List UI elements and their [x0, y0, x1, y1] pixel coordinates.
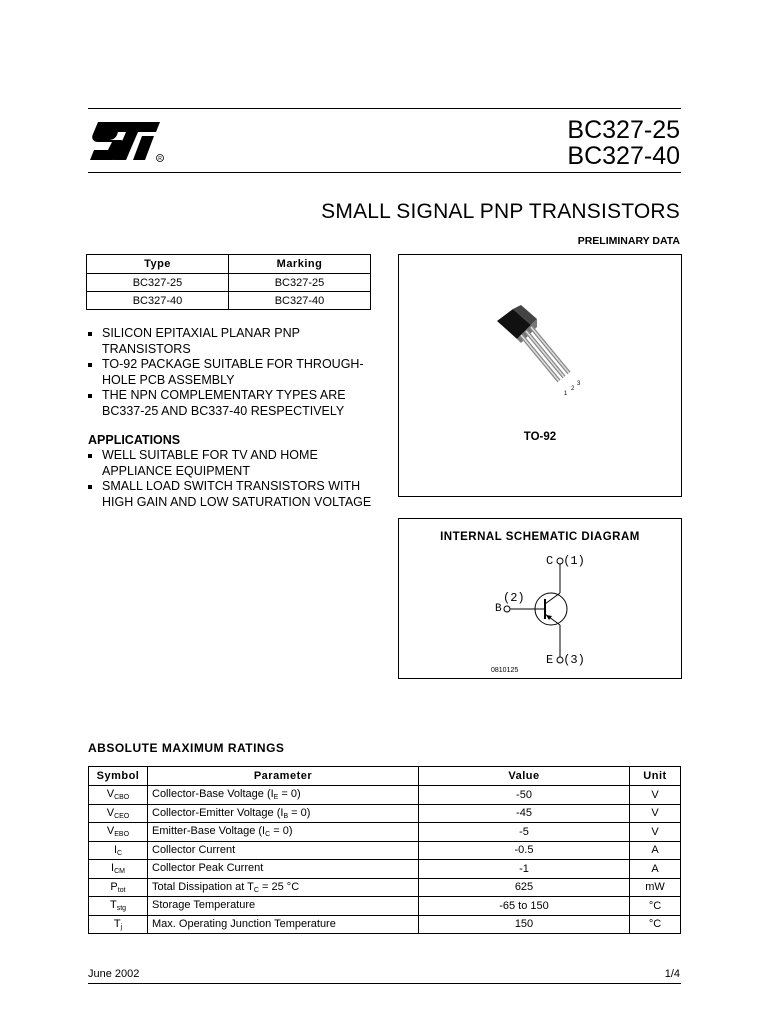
schematic-box	[398, 518, 682, 679]
param-tail: = 0)	[270, 825, 293, 838]
table-row	[89, 804, 681, 823]
param-text: Emitter-Base Voltage (I	[152, 825, 266, 838]
symbol-sub: EBO	[114, 831, 130, 839]
unit-text: mW	[645, 881, 665, 894]
col-symbol: Symbol	[89, 767, 148, 786]
unit-text: A	[651, 862, 659, 875]
symbol-sub: j	[120, 923, 123, 931]
value-cell	[419, 897, 630, 916]
param-text: Total Dissipation at T	[152, 880, 254, 893]
col-marking: Marking	[229, 255, 371, 274]
table-header-row	[89, 767, 681, 786]
svg-text:R: R	[158, 156, 162, 163]
parameter-cell	[148, 841, 419, 860]
unit-cell	[630, 841, 681, 860]
symbol-main: V	[106, 806, 115, 819]
parameter-cell	[148, 786, 419, 805]
value-cell	[419, 804, 630, 823]
param-sub: E	[273, 794, 279, 802]
table-row	[87, 274, 371, 292]
unit-cell	[630, 915, 681, 934]
unit-cell	[630, 823, 681, 842]
table-row	[89, 786, 681, 805]
collector-letter: C	[546, 554, 554, 568]
base-pin-label: (2)	[503, 591, 525, 605]
marking-cell: BC327-25	[229, 274, 371, 292]
preliminary-label: PRELIMINARY DATA	[577, 235, 680, 247]
value-text: -50	[516, 788, 532, 801]
symbol-main: I	[113, 843, 117, 856]
symbol-sub: tot	[117, 886, 126, 894]
list-item: TO-92 PACKAGE SUITABLE FOR THROUGH-HOLE PCB ASSEMBLY	[88, 357, 378, 388]
part-number-2: BC327-40	[567, 142, 680, 170]
collector-label	[546, 554, 585, 568]
symbol-cell	[89, 915, 148, 934]
table-row	[87, 292, 371, 310]
pin-label-2: 2	[571, 386, 575, 392]
unit-text: A	[651, 844, 659, 857]
symbol-sub: stg	[116, 905, 127, 913]
param-sub: B	[283, 812, 289, 820]
unit-cell	[630, 897, 681, 916]
param-tail: = 0)	[288, 806, 311, 819]
param-text: Collector Current	[152, 843, 236, 856]
symbol-sub: CM	[114, 868, 125, 876]
value-cell	[419, 841, 630, 860]
ratings-table	[88, 766, 681, 934]
list-item: WELL SUITABLE FOR TV AND HOME APPLIANCE EQUIPMENT	[88, 448, 378, 479]
type-marking-table	[86, 254, 371, 310]
part-number-1: BC327-25	[567, 116, 680, 144]
symbol-sub: CEO	[114, 812, 130, 820]
param-text: Collector-Base Voltage (I	[152, 788, 274, 801]
value-text: 150	[514, 918, 534, 931]
header-bottom-rule	[88, 172, 681, 173]
emitter-pin: (3)	[563, 653, 585, 667]
base-label: B	[495, 603, 502, 615]
list-item: THE NPN COMPLEMENTARY TYPES ARE BC337-25 AND BC337-40 RESPECTIVELY	[88, 388, 378, 419]
unit-text: V	[651, 807, 659, 820]
value-text: -0.5	[514, 844, 534, 857]
param-tail: = 0)	[278, 788, 301, 801]
parameter-cell	[148, 897, 419, 916]
parameter-cell	[148, 860, 419, 879]
parameter-cell	[148, 823, 419, 842]
header-top-rule	[88, 108, 681, 109]
pin-label-1: 1	[564, 391, 568, 397]
pin-label-3: 3	[577, 381, 581, 387]
list-item: SILICON EPITAXIAL PLANAR PNP TRANSISTORS	[88, 326, 378, 357]
table-header-row	[87, 255, 371, 274]
table-row	[89, 860, 681, 879]
value-cell	[419, 878, 630, 897]
symbol-main: P	[110, 880, 118, 893]
symbol-cell	[89, 878, 148, 897]
st-logo	[90, 116, 170, 168]
unit-text: V	[651, 825, 659, 838]
package-box	[398, 254, 682, 497]
param-sub: C	[253, 886, 259, 894]
param-sub: C	[265, 831, 271, 839]
symbol-main: V	[106, 825, 115, 838]
col-unit: Unit	[630, 767, 681, 786]
unit-text: °C	[648, 918, 662, 931]
unit-cell	[630, 878, 681, 897]
value-text: -65 to 150	[499, 899, 549, 912]
value-text: -1	[519, 862, 529, 875]
to92-package-image	[491, 299, 591, 399]
package-label: TO-92	[523, 431, 557, 443]
symbol-sub: CBO	[114, 794, 130, 802]
table-row	[89, 878, 681, 897]
col-type: Type	[87, 255, 229, 274]
type-cell: BC327-25	[87, 274, 229, 292]
value-text: -5	[519, 825, 529, 838]
parameter-cell	[148, 915, 419, 934]
param-tail: = 25 °C	[258, 880, 300, 893]
value-cell	[419, 860, 630, 879]
collector-pin: (1)	[563, 554, 585, 568]
symbol-sub: C	[117, 849, 123, 857]
features-list	[88, 326, 378, 419]
pnp-transistor-symbol	[499, 553, 589, 665]
table-row	[89, 841, 681, 860]
symbol-cell	[89, 841, 148, 860]
value-text: 625	[514, 881, 534, 894]
ratings-heading: ABSOLUTE MAXIMUM RATINGS	[88, 741, 285, 755]
applications-list	[88, 448, 378, 510]
param-text: Max. Operating Junction Temperature	[152, 917, 336, 930]
param-text: Collector Peak Current	[152, 862, 264, 875]
footer-date: June 2002	[88, 968, 140, 980]
value-cell	[419, 786, 630, 805]
symbol-main: T	[113, 917, 121, 930]
unit-text: °C	[648, 899, 662, 912]
footer-page: 1/4	[664, 968, 680, 980]
type-cell: BC327-40	[87, 292, 229, 310]
symbol-cell	[89, 860, 148, 879]
value-text: -45	[516, 807, 532, 820]
symbol-main: V	[106, 788, 115, 801]
list-item: SMALL LOAD SWITCH TRANSISTORS WITH HIGH GAIN AND LOW SATURATION VOLTAGE	[88, 479, 378, 510]
symbol-main: I	[111, 862, 115, 875]
table-row	[89, 915, 681, 934]
marking-cell: BC327-40	[229, 292, 371, 310]
unit-cell	[630, 786, 681, 805]
unit-text: V	[651, 788, 659, 801]
symbol-cell	[89, 786, 148, 805]
schematic-code: 0810125	[491, 667, 519, 674]
symbol-cell	[89, 823, 148, 842]
page-title: SMALL SIGNAL PNP TRANSISTORS	[321, 200, 680, 223]
footer-rule	[88, 983, 681, 984]
col-parameter: Parameter	[148, 767, 419, 786]
value-cell	[419, 915, 630, 934]
symbol-main: T	[109, 899, 117, 912]
symbol-cell	[89, 804, 148, 823]
symbol-cell	[89, 897, 148, 916]
col-value: Value	[419, 767, 630, 786]
parameter-cell	[148, 878, 419, 897]
parameter-cell	[148, 804, 419, 823]
unit-cell	[630, 860, 681, 879]
value-cell	[419, 823, 630, 842]
applications-heading: APPLICATIONS	[88, 433, 181, 447]
emitter-label	[546, 653, 585, 667]
table-row	[89, 823, 681, 842]
schematic-title: INTERNAL SCHEMATIC DIAGRAM	[440, 531, 640, 543]
unit-cell	[630, 804, 681, 823]
param-text: Storage Temperature	[152, 899, 256, 912]
table-row	[89, 897, 681, 916]
emitter-letter: E	[546, 653, 554, 667]
param-text: Collector-Emitter Voltage (I	[152, 806, 284, 819]
